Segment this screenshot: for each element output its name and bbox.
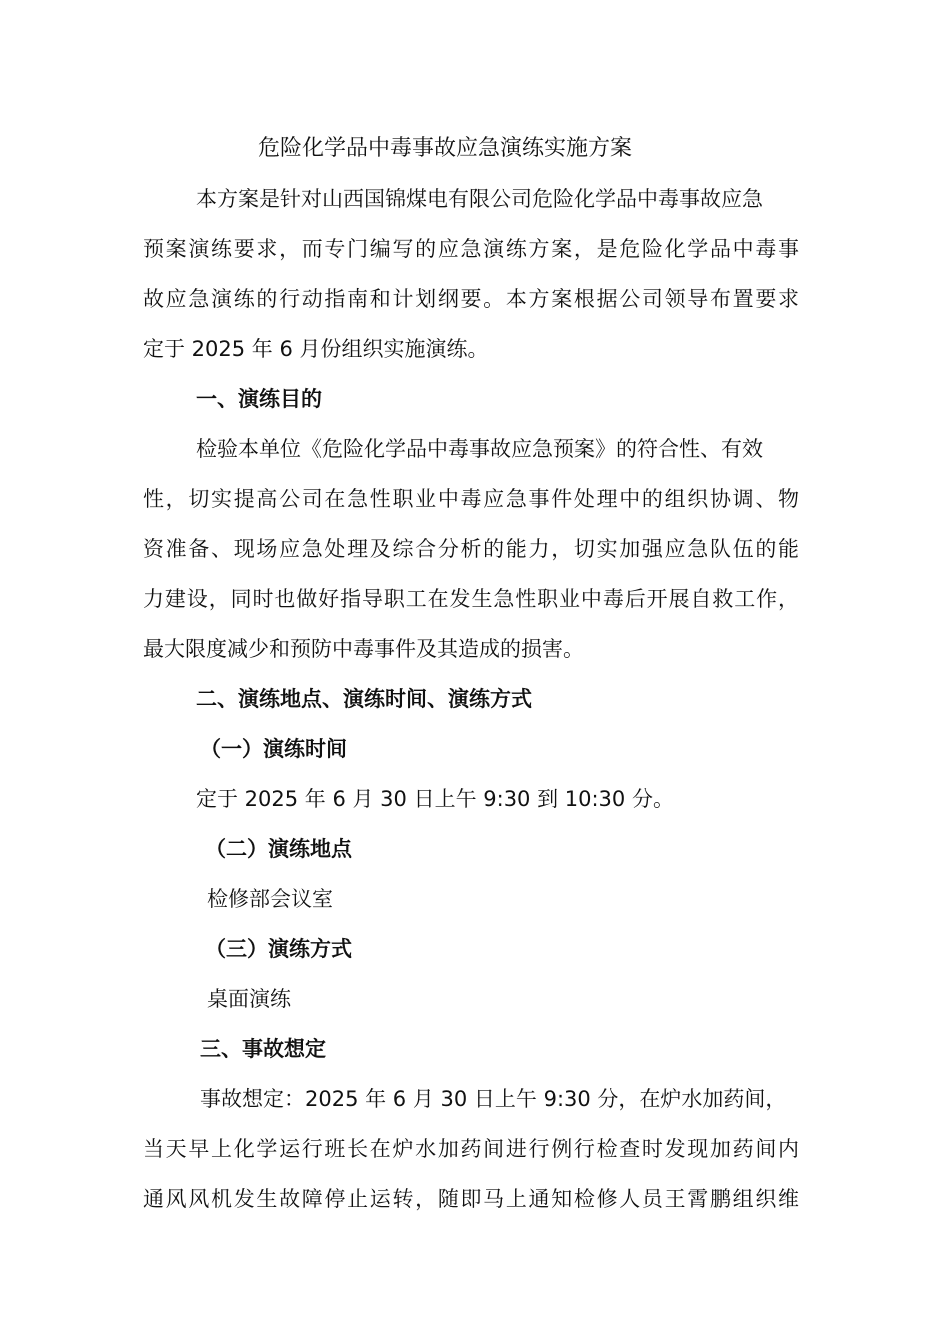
section-heading-scenario: 三、事故想定 [200,1037,326,1061]
intro-line-3: 故应急演练的行动指南和计划纲要。本方案根据公司领导布置要求 [143,287,799,311]
intro-line-2: 预案演练要求，而专门编写的应急演练方案，是危险化学品中毒事 [143,237,799,261]
purpose-line-2: 性，切实提高公司在急性职业中毒应急事件处理中的组织协调、物 [143,487,799,511]
method-text: 桌面演练 [207,987,291,1011]
location-text: 检修部会议室 [207,887,333,911]
subheading-location: （二）演练地点 [205,837,352,861]
purpose-line-4: 力建设，同时也做好指导职工在发生急性职业中毒后开展自救工作， [143,587,799,611]
scenario-line-2: 当天早上化学运行班长在炉水加药间进行例行检查时发现加药间内 [143,1137,799,1161]
intro-line-4: 定于 2025 年 6 月份组织实施演练。 [143,337,489,361]
subheading-method: （三）演练方式 [205,937,352,961]
time-text: 定于 2025 年 6 月 30 日上午 9:30 到 10:30 分。 [196,787,674,811]
intro-line-1: 本方案是针对山西国锦煤电有限公司危险化学品中毒事故应急 [196,187,763,211]
scenario-line-3: 通风风机发生故障停止运转，随即马上通知检修人员王霄鹏组织维 [143,1187,799,1211]
section-heading-purpose: 一、演练目的 [196,387,322,411]
section-heading-location-time-method: 二、演练地点、演练时间、演练方式 [196,687,532,711]
document-title: 危险化学品中毒事故应急演练实施方案 [258,136,633,161]
purpose-line-5: 最大限度减少和预防中毒事件及其造成的损害。 [143,637,584,661]
purpose-line-1: 检验本单位《危险化学品中毒事故应急预案》的符合性、有效 [196,437,763,461]
purpose-line-3: 资准备、现场应急处理及综合分析的能力，切实加强应急队伍的能 [143,537,799,561]
scenario-line-1: 事故想定：2025 年 6 月 30 日上午 9:30 分，在炉水加药间， [200,1087,787,1111]
subheading-time: （一）演练时间 [200,737,347,761]
